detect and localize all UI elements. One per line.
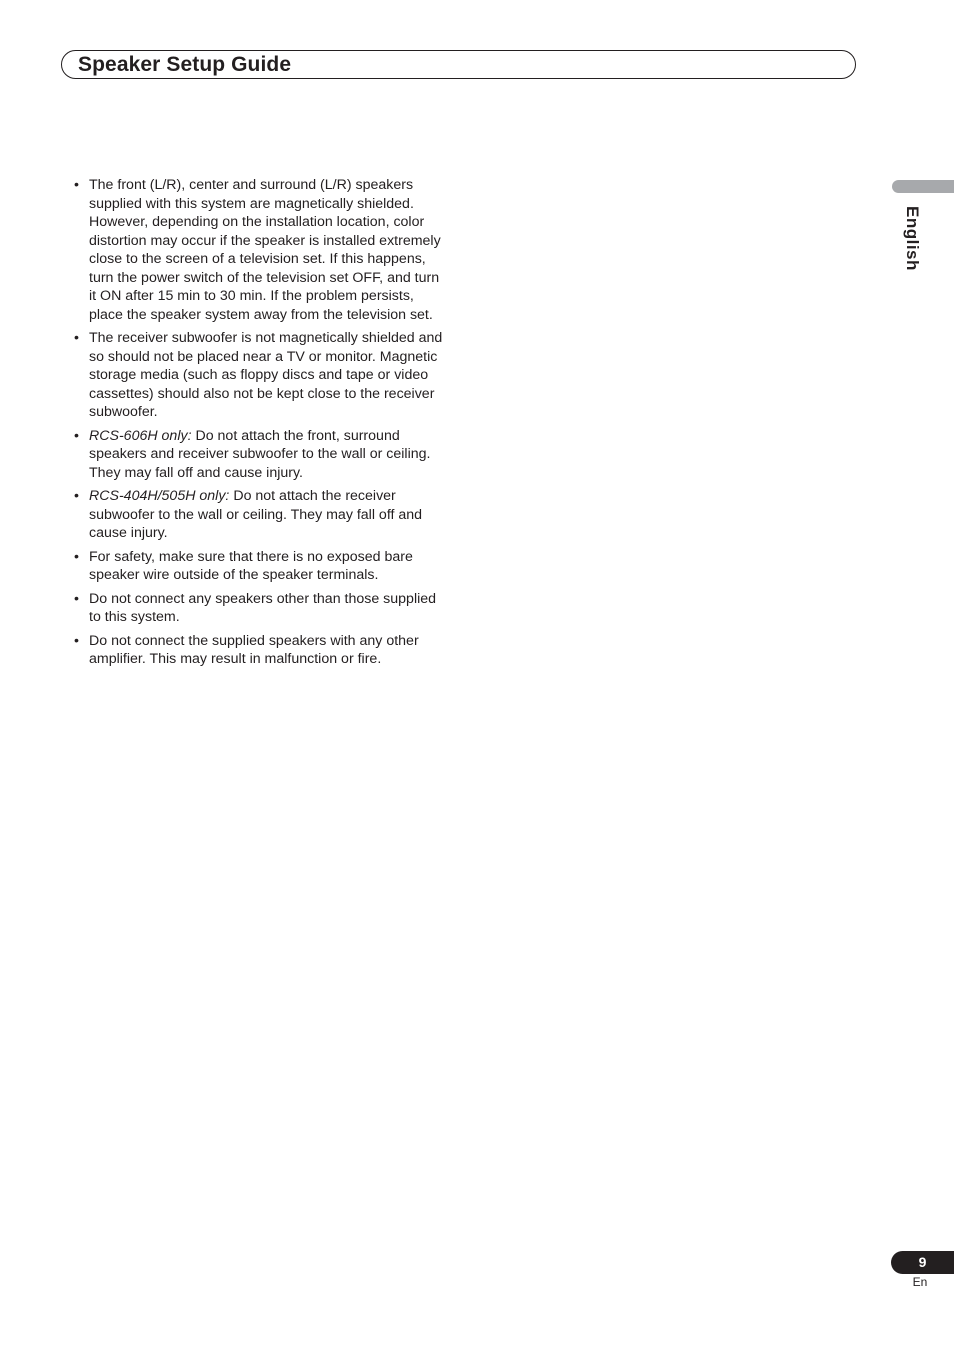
list-item [74,487,449,543]
bullet-icon: • [74,330,79,346]
list-item-text: Do not attach the front, surround speakers and receiver subwoofer to the wall or ceiling. They may fall off and cause injury. [89,427,431,481]
language-tab-marker [892,180,954,193]
list-item-text: Do not connect any speakers other than those supplied to this system. [89,590,437,625]
list-item-text: For safety, make sure that there is no exposed bare speaker wire outside of the speaker terminals. [89,548,413,583]
list-item-text: The front (L/R), center and surround (L/R) speakers supplied with this system are magnetically shielded. However, depending on the installation location, color distortion may occur if the speaker is installed extremely close to the screen of a television set. If this happens, turn the power switch of the television set OFF, and turn it ON after 15 min to 30 min. If the problem persists, place the speaker system away from the television set. [89,177,441,323]
safety-notes-list [74,176,449,674]
list-item [74,632,449,669]
page-language-code: En [912,1275,928,1289]
list-item-text: The receiver subwoofer is not magnetically shielded and so should not be placed near a TV or monitor. Magnetic storage media (such as floppy discs and tape or video cassettes) should also not be kept close to the receiver subwoofer. [89,330,443,420]
language-tab-label: English [903,206,922,271]
list-item-text: Do not attach the receiver subwoofer to the wall or ceiling. They may fall off and cause injury. [89,488,423,541]
bullet-icon: • [74,427,79,444]
bullet-icon: • [74,177,79,193]
header-bar [61,50,856,79]
bullet-icon: • [74,632,79,649]
page-number-tab [891,1251,954,1274]
list-item [74,548,449,585]
list-item-text: Do not connect the supplied speakers with any other amplifier. This may result in malfunction or fire. [89,632,419,667]
list-item [74,329,449,422]
model-qualifier: RCS-404H/505H only: [89,488,230,504]
list-item [74,427,449,483]
page-number: 9 [918,1254,927,1270]
bullet-icon: • [74,590,79,607]
bullet-icon: • [74,488,79,504]
list-item [74,590,449,627]
page-title: Speaker Setup Guide [78,53,292,76]
list-item [74,176,449,324]
model-qualifier: RCS-606H only: [89,427,192,444]
bullet-icon: • [74,548,79,565]
